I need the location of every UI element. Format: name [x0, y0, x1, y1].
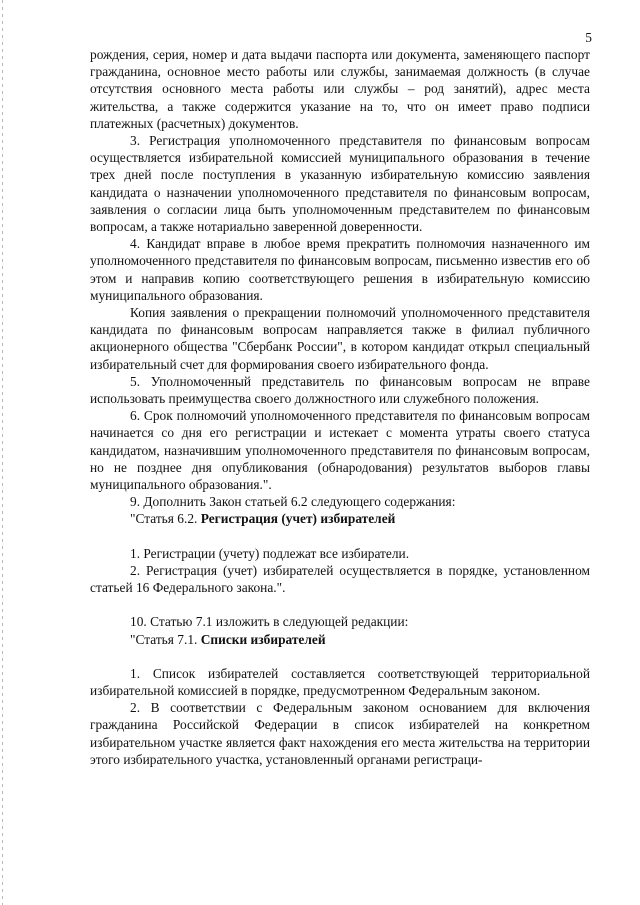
- article-7-1-heading: [90, 631, 590, 648]
- article-6-2-prefix: "Статья 6.2.: [130, 511, 201, 527]
- paragraph-passport-details: рождения, серия, номер и дата выдачи паспорта или документа, заменяющего паспорт гражданина, основное место работы или службы, занимаемая должность (в случае отсутствия основного места работы или службы – род занятий), адрес места жительства, а также содержится указание на то, что он имеет право подписи платежных (расчетных) документов.: [90, 47, 590, 131]
- paragraph-registration-3: 3. Регистрация уполномоченного представителя по финансовым вопросам осуществляется избирательной комиссией муниципального образования в течение трех дней после поступления в указанную избирательную комиссию заявления кандидата о назначении уполномоченного представителя по финансовым вопросам, заявления о согласии лица быть уполномоченным представителем по финансовым вопросам, а также нотариально заверенной доверенности.: [90, 133, 590, 235]
- paragraph-termination-4: 4. Кандидат вправе в любое время прекратить полномочия назначенного им уполномоченного представителя по финансовым вопросам, письменно известив его об этом и направив копию соответствующего решения в избирательную комиссию муниципального образования.: [90, 236, 590, 303]
- article-6-2-title: Регистрация (учет) избирателей: [200, 511, 396, 527]
- article-7-1-item-2: 2. В соответствии с Федеральным законом основанием для включения гражданина Российской Федерации в список избирателей на конкретном избирательном участке является факт нахождения его места жительства на территории этого избирательного участка, установленный органами регистраци-: [90, 700, 590, 767]
- paragraph-copy-notice: Копия заявления о прекращении полномочий уполномоченного представителя кандидата по финансовым вопросам направляется также в филиал публичного акционерного общества "Сбербанк России", в котором кандидат открыл специальный избирательный счет для формирования своего избирательного фонда.: [90, 305, 590, 372]
- article-6-2-item-2: 2. Регистрация (учет) избирателей осуществляется в порядке, установленном статьей 16 Федерального закона.".: [90, 562, 590, 596]
- article-7-1-title: Списки избирателей: [200, 631, 326, 647]
- article-6-2-heading: [90, 510, 590, 527]
- page-number: 5: [585, 30, 592, 45]
- paragraph-amendment-10: 10. Статью 7.1 изложить в следующей редакции:: [130, 614, 409, 630]
- article-7-1-item-1: 1. Список избирателей составляется соответствующей территориальной избирательной комиссией в порядке, предусмотренном Федеральным законом.: [90, 665, 590, 698]
- document-body: [90, 46, 590, 768]
- paragraph-restriction-5: 5. Уполномоченный представитель по финансовым вопросам не вправе использовать преимущества своего должностного или служебного положения.: [90, 373, 590, 407]
- article-7-1-prefix: "Статья 7.1.: [130, 631, 201, 647]
- scan-edge: [2, 0, 3, 905]
- paragraph-amendment-9: 9. Дополнить Закон статьей 6.2 следующего содержания:: [130, 494, 456, 510]
- paragraph-term-6: 6. Срок полномочий уполномоченного представителя по финансовым вопросам начинается со дня его регистрации и истекает с момента утраты своего статуса кандидатом, назначившим уполномоченного представителя по финансовым вопросам, но не позднее дня опубликования (обнародования) результатов выборов главы муниципального образования.".: [90, 408, 590, 493]
- article-6-2-item-1: 1. Регистрации (учету) подлежат все избиратели.: [130, 545, 410, 561]
